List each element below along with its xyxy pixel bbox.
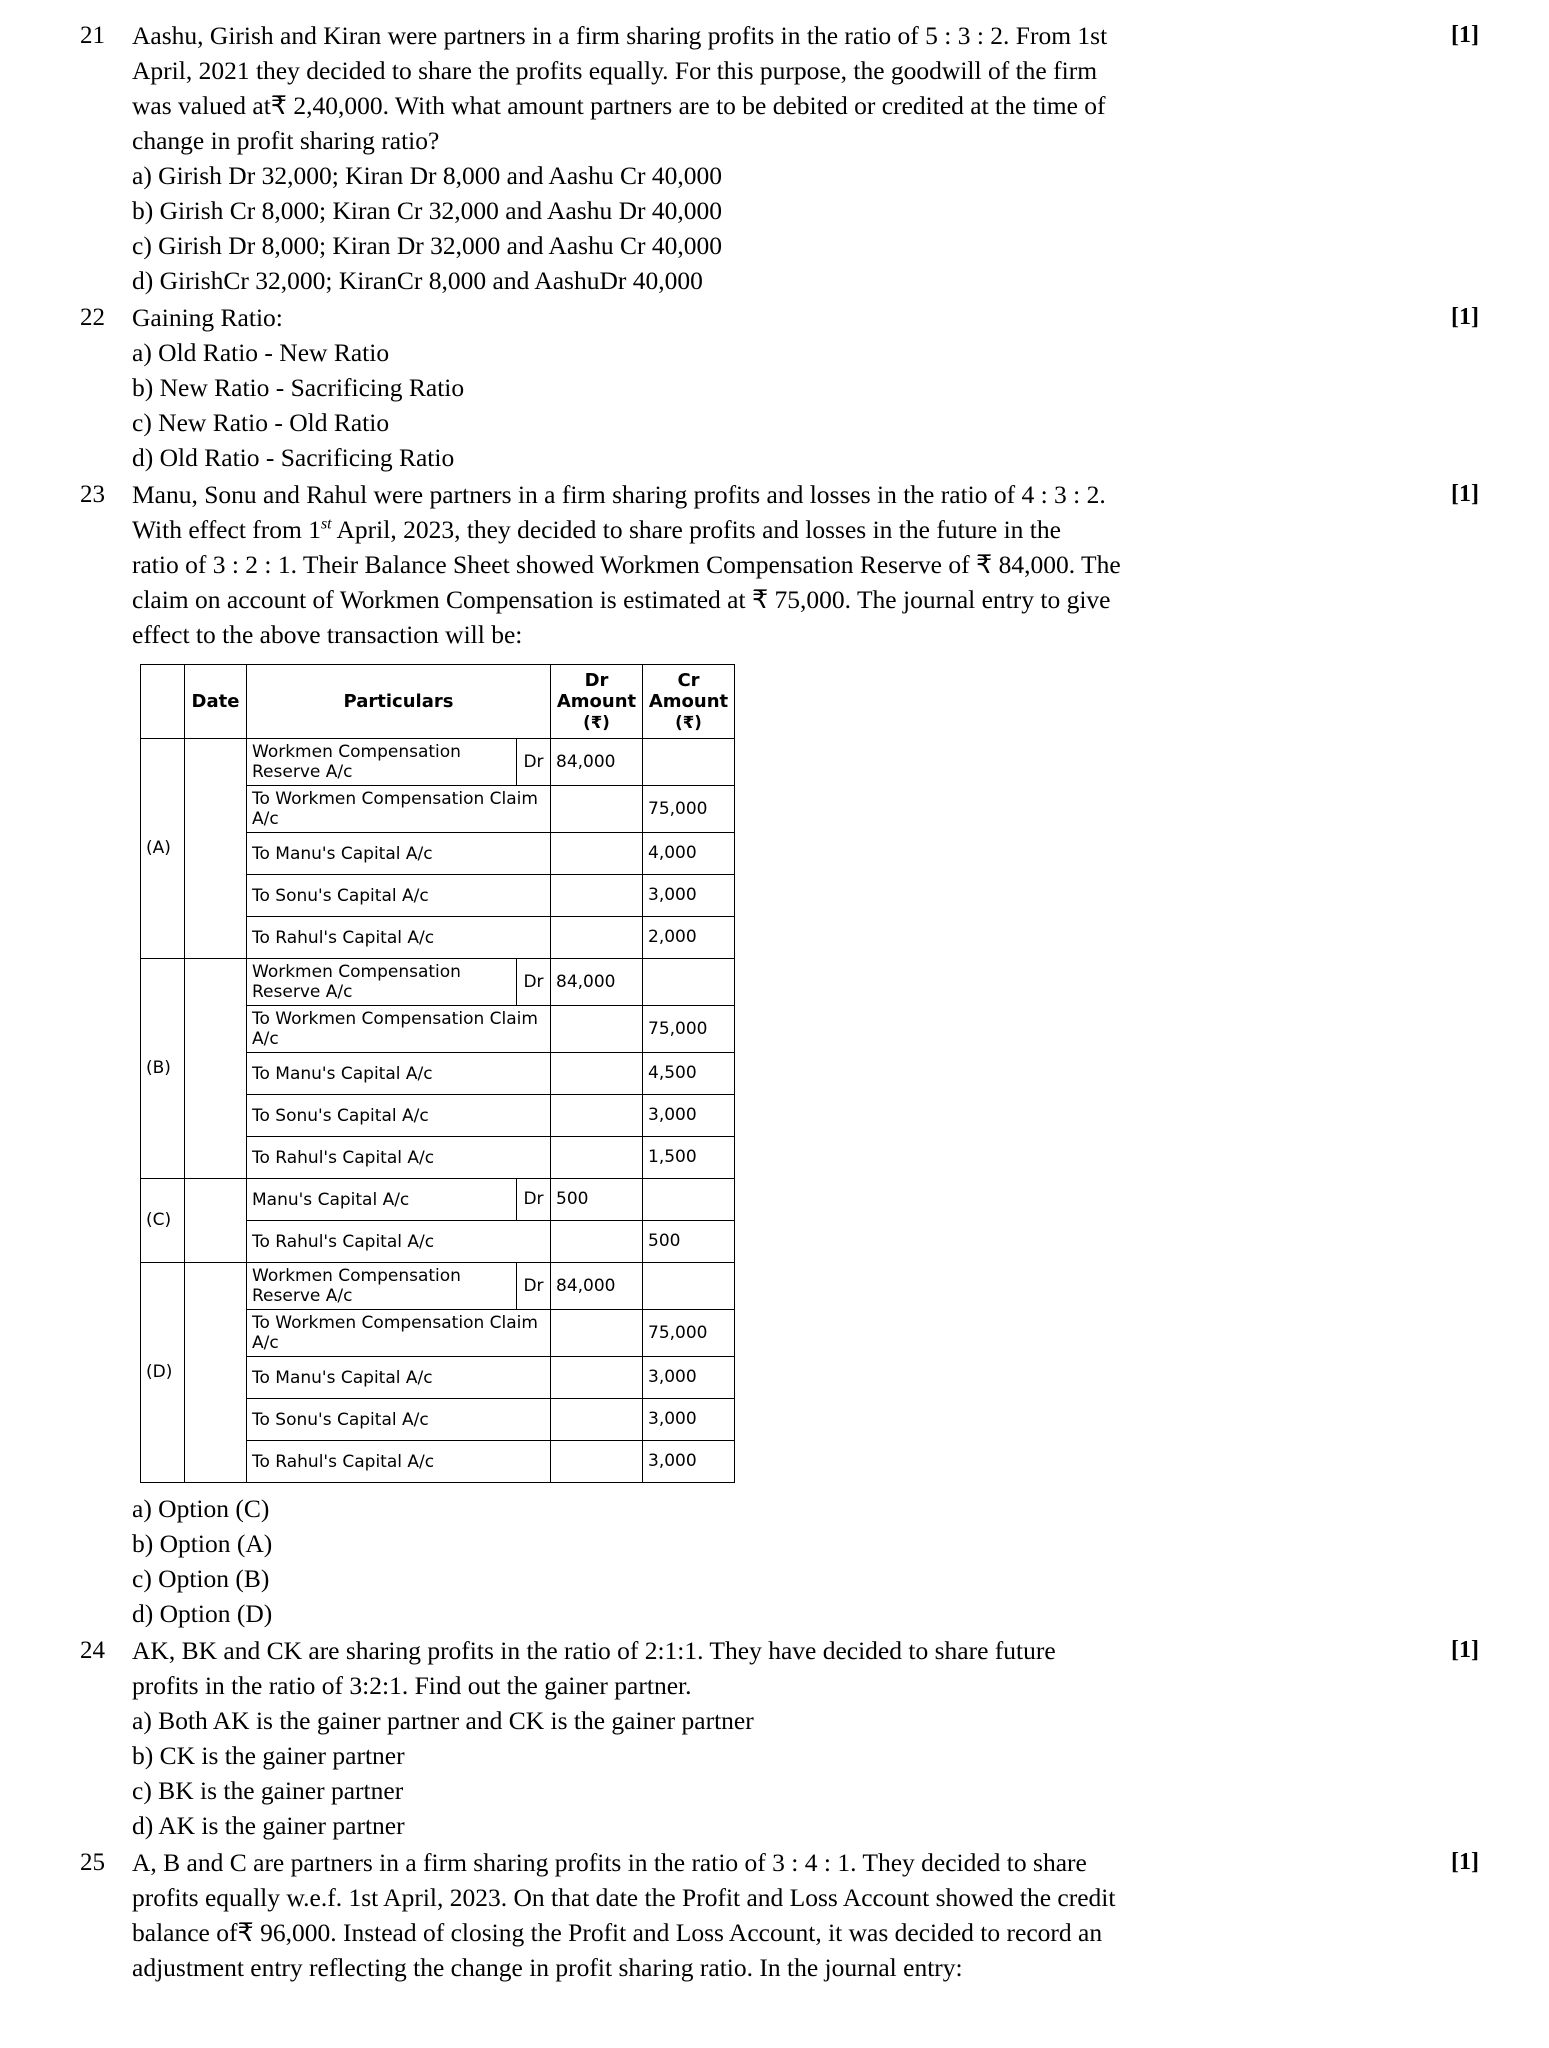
question-body bbox=[132, 300, 1419, 475]
table-row bbox=[141, 1179, 735, 1221]
question-body bbox=[132, 1633, 1419, 1843]
cr-amount-cell: 3,000 bbox=[643, 1095, 735, 1137]
cr-amount-cell: 75,000 bbox=[643, 1006, 735, 1053]
cr-amount-cell: 3,000 bbox=[643, 875, 735, 917]
header-cr-line3: (₹) bbox=[675, 713, 702, 732]
dr-amount-cell bbox=[551, 1310, 643, 1357]
table-row bbox=[141, 959, 735, 1006]
particulars-cell: To Workmen Compensation Claim A/c bbox=[247, 786, 551, 833]
cr-amount-cell bbox=[643, 1263, 735, 1310]
particulars-cell: To Manu's Capital A/c bbox=[247, 1053, 551, 1095]
dr-amount-cell bbox=[551, 1441, 643, 1483]
cr-amount-cell: 4,500 bbox=[643, 1053, 735, 1095]
dr-amount-cell: 84,000 bbox=[551, 739, 643, 786]
particulars-cell: To Sonu's Capital A/c bbox=[247, 1399, 551, 1441]
drcr-cell: Dr bbox=[517, 959, 551, 1006]
marks-label: [1] bbox=[1451, 1637, 1479, 1663]
cr-amount-cell: 4,000 bbox=[643, 833, 735, 875]
cr-amount-cell: 3,000 bbox=[643, 1399, 735, 1441]
question-number: 23 bbox=[80, 481, 105, 508]
marks-label: [1] bbox=[1451, 22, 1479, 48]
question-stem-line: profits in the ratio of 3:2:1. Find out the gainer partner. bbox=[132, 1671, 692, 1700]
date-cell bbox=[185, 1179, 247, 1263]
question-24 bbox=[80, 1633, 1479, 1843]
dr-amount-cell bbox=[551, 1053, 643, 1095]
option-label-c: (C) bbox=[141, 1179, 185, 1263]
marks-label: [1] bbox=[1451, 481, 1479, 507]
question-stem-line: claim on account of Workmen Compensation is estimated at ₹ 75,000. The journal entry to give bbox=[132, 585, 1111, 614]
dr-amount-cell bbox=[551, 1006, 643, 1053]
question-stem-line: April, 2021 they decided to share the profits equally. For this purpose, the goodwill of the firm bbox=[132, 56, 1098, 85]
option-a[interactable]: a) Option (C) bbox=[132, 1494, 270, 1523]
cr-amount-cell: 75,000 bbox=[643, 786, 735, 833]
dr-amount-cell bbox=[551, 1357, 643, 1399]
header-cr-line2: Amount bbox=[648, 691, 729, 712]
table-row bbox=[141, 1263, 735, 1310]
dr-amount-cell bbox=[551, 1221, 643, 1263]
option-label-a: (A) bbox=[141, 739, 185, 959]
question-body bbox=[132, 18, 1419, 298]
ordinal-suffix: st bbox=[320, 515, 332, 533]
date-cell bbox=[185, 959, 247, 1179]
option-c[interactable]: c) BK is the gainer partner bbox=[132, 1776, 404, 1805]
dr-amount-cell: 84,000 bbox=[551, 959, 643, 1006]
particulars-cell: To Rahul's Capital A/c bbox=[247, 1137, 551, 1179]
option-a[interactable]: a) Girish Dr 32,000; Kiran Dr 8,000 and Aashu Cr 40,000 bbox=[132, 161, 722, 190]
question-stem-line: AK, BK and CK are sharing profits in the ratio of 2:1:1. They have decided to share future bbox=[132, 1636, 1056, 1665]
question-stem-line: A, B and C are partners in a firm sharing profits in the ratio of 3 : 4 : 1. They decided to share bbox=[132, 1848, 1087, 1877]
option-b[interactable]: b) New Ratio - Sacrificing Ratio bbox=[132, 373, 465, 402]
question-number: 22 bbox=[80, 304, 105, 331]
date-cell bbox=[185, 739, 247, 959]
option-label-b: (B) bbox=[141, 959, 185, 1179]
journal-entry-table bbox=[140, 664, 735, 1483]
dr-amount-cell bbox=[551, 833, 643, 875]
option-b[interactable]: b) Option (A) bbox=[132, 1529, 273, 1558]
header-particulars: Particulars bbox=[247, 665, 551, 739]
header-cr-amount bbox=[643, 665, 735, 739]
journal-table-wrapper bbox=[132, 664, 1419, 1483]
option-b[interactable]: b) CK is the gainer partner bbox=[132, 1741, 405, 1770]
table-row bbox=[141, 739, 735, 786]
particulars-cell: To Rahul's Capital A/c bbox=[247, 1441, 551, 1483]
option-label-d: (D) bbox=[141, 1263, 185, 1483]
drcr-cell: Dr bbox=[517, 739, 551, 786]
particulars-cell: Workmen Compensation Reserve A/c bbox=[247, 1263, 517, 1310]
question-25 bbox=[80, 1845, 1479, 1985]
option-d[interactable]: d) AK is the gainer partner bbox=[132, 1811, 405, 1840]
question-21 bbox=[80, 18, 1479, 298]
particulars-cell: To Rahul's Capital A/c bbox=[247, 917, 551, 959]
question-stem-line: adjustment entry reflecting the change in profit sharing ratio. In the journal entry: bbox=[132, 1953, 963, 1982]
cr-amount-cell: 75,000 bbox=[643, 1310, 735, 1357]
particulars-cell: To Workmen Compensation Claim A/c bbox=[247, 1310, 551, 1357]
question-stem-line: profits equally w.e.f. 1st April, 2023. On that date the Profit and Loss Account showed the credit bbox=[132, 1883, 1116, 1912]
question-body bbox=[132, 1845, 1419, 1985]
dr-amount-cell bbox=[551, 786, 643, 833]
question-stem-line: ratio of 3 : 2 : 1. Their Balance Sheet showed Workmen Compensation Reserve of ₹ 84,000. The bbox=[132, 550, 1121, 579]
option-a[interactable]: a) Old Ratio - New Ratio bbox=[132, 338, 390, 367]
header-option-col bbox=[141, 665, 185, 739]
particulars-cell: To Manu's Capital A/c bbox=[247, 833, 551, 875]
dr-amount-cell: 500 bbox=[551, 1179, 643, 1221]
question-stem-line: Gaining Ratio: bbox=[132, 303, 283, 332]
cr-amount-cell: 2,000 bbox=[643, 917, 735, 959]
particulars-cell: Manu's Capital A/c bbox=[247, 1179, 517, 1221]
header-dr-line1: Dr bbox=[584, 670, 609, 691]
question-stem-line: effect to the above transaction will be: bbox=[132, 620, 523, 649]
marks-label: [1] bbox=[1451, 1849, 1479, 1875]
header-dr-amount bbox=[551, 665, 643, 739]
cr-amount-cell bbox=[643, 739, 735, 786]
particulars-cell: To Sonu's Capital A/c bbox=[247, 875, 551, 917]
dr-amount-cell: 84,000 bbox=[551, 1263, 643, 1310]
particulars-cell: To Workmen Compensation Claim A/c bbox=[247, 1006, 551, 1053]
header-cr-line1: Cr bbox=[677, 670, 700, 691]
cr-amount-cell bbox=[643, 1179, 735, 1221]
question-stem-line: change in profit sharing ratio? bbox=[132, 126, 440, 155]
marks-label: [1] bbox=[1451, 304, 1479, 330]
cr-amount-cell: 3,000 bbox=[643, 1441, 735, 1483]
question-body bbox=[132, 477, 1419, 1631]
dr-amount-cell bbox=[551, 1137, 643, 1179]
drcr-cell: Dr bbox=[517, 1263, 551, 1310]
stem-text: With effect from 1 bbox=[132, 515, 321, 544]
question-stem-line: balance of₹ 96,000. Instead of closing the Profit and Loss Account, it was decided to record an bbox=[132, 1918, 1103, 1947]
header-dr-line3: (₹) bbox=[583, 713, 610, 732]
particulars-cell: To Sonu's Capital A/c bbox=[247, 1095, 551, 1137]
date-cell bbox=[185, 1263, 247, 1483]
question-number: 24 bbox=[80, 1637, 105, 1664]
option-d[interactable]: d) Old Ratio - Sacrificing Ratio bbox=[132, 443, 455, 472]
option-c[interactable]: c) Girish Dr 8,000; Kiran Dr 32,000 and Aashu Cr 40,000 bbox=[132, 231, 722, 260]
option-d[interactable]: d) GirishCr 32,000; KiranCr 8,000 and AashuDr 40,000 bbox=[132, 266, 703, 295]
particulars-cell: To Rahul's Capital A/c bbox=[247, 1221, 551, 1263]
drcr-cell: Dr bbox=[517, 1179, 551, 1221]
cr-amount-cell: 500 bbox=[643, 1221, 735, 1263]
option-b[interactable]: b) Girish Cr 8,000; Kiran Cr 32,000 and Aashu Dr 40,000 bbox=[132, 196, 722, 225]
question-stem-line: was valued at₹ 2,40,000. With what amount partners are to be debited or credited at the time of bbox=[132, 91, 1106, 120]
particulars-cell: To Manu's Capital A/c bbox=[247, 1357, 551, 1399]
cr-amount-cell bbox=[643, 959, 735, 1006]
option-c[interactable]: c) Option (B) bbox=[132, 1564, 270, 1593]
dr-amount-cell bbox=[551, 875, 643, 917]
question-22 bbox=[80, 300, 1479, 475]
option-a[interactable]: a) Both AK is the gainer partner and CK is the gainer partner bbox=[132, 1706, 754, 1735]
table-header-row bbox=[141, 665, 735, 739]
question-stem-line: Manu, Sonu and Rahul were partners in a firm sharing profits and losses in the ratio of 4 : 3 : 2. bbox=[132, 480, 1106, 509]
option-c[interactable]: c) New Ratio - Old Ratio bbox=[132, 408, 390, 437]
cr-amount-cell: 3,000 bbox=[643, 1357, 735, 1399]
header-dr-line2: Amount bbox=[556, 691, 637, 712]
question-number: 25 bbox=[80, 1849, 105, 1876]
stem-text: April, 2023, they decided to share profits and losses in the future in the bbox=[331, 515, 1061, 544]
dr-amount-cell bbox=[551, 1095, 643, 1137]
journal-table-body bbox=[141, 739, 735, 1483]
question-stem-line: Aashu, Girish and Kiran were partners in a firm sharing profits in the ratio of 5 : 3 : 2. From 1st bbox=[132, 21, 1108, 50]
particulars-cell: Workmen Compensation Reserve A/c bbox=[247, 739, 517, 786]
particulars-cell: Workmen Compensation Reserve A/c bbox=[247, 959, 517, 1006]
question-number: 21 bbox=[80, 22, 105, 49]
dr-amount-cell bbox=[551, 1399, 643, 1441]
option-d[interactable]: d) Option (D) bbox=[132, 1599, 273, 1628]
question-stem-line bbox=[132, 512, 1419, 547]
question-23 bbox=[80, 477, 1479, 1631]
cr-amount-cell: 1,500 bbox=[643, 1137, 735, 1179]
header-date: Date bbox=[185, 665, 247, 739]
dr-amount-cell bbox=[551, 917, 643, 959]
